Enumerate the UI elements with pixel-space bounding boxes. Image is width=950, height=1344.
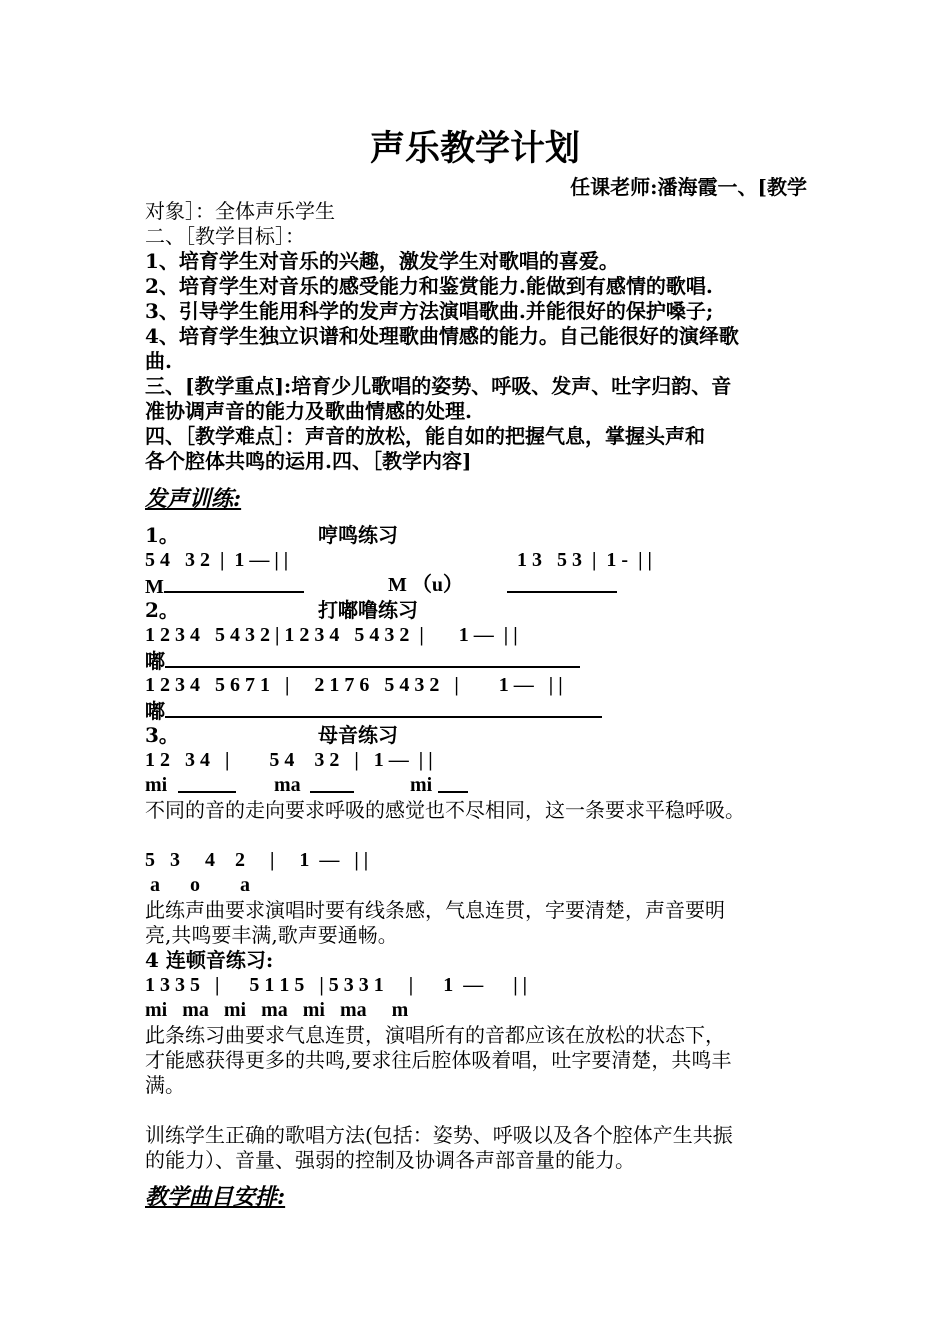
exercise-description: 亮,共鸣要丰满,歌声要通畅。 (145, 923, 398, 947)
underline-line (507, 573, 617, 599)
underline (178, 773, 236, 793)
underline (165, 698, 602, 718)
section-heading-repertoire: 教学曲目安排: (145, 1184, 286, 1210)
underline-line (310, 773, 354, 799)
underline (438, 773, 468, 793)
exercise-number: 1。 (145, 523, 179, 547)
goal-line: 4、培育学生独立识谱和处理歌曲情感的能力。自己能很好的演绎歌 (145, 324, 739, 348)
summary-line: 的能力）、音量、强弱的控制及协调各声部音量的能力。 (145, 1148, 635, 1172)
goal-line: 1、培育学生对音乐的兴趣，激发学生对歌唱的喜爱。 (145, 249, 619, 273)
syllable: mi (410, 774, 433, 796)
syllable-line (145, 698, 602, 724)
syllable: 嘟 (145, 649, 165, 673)
syllable: ma (274, 774, 301, 796)
document-title: 声乐教学计划 (369, 128, 580, 169)
notation-line: 1 2 3 4 5 6 7 1 | 2 1 7 6 5 4 3 2 | 1 — | | (145, 674, 563, 696)
notation-line: 1 3 5 3 | 1 - | | (517, 549, 652, 571)
goal-line: 曲. (145, 349, 172, 373)
notation-line: 5 4 3 2 | 1 — | | (145, 549, 289, 571)
text-line: 对象］：全体声乐学生 (145, 199, 335, 223)
exercise-name: 哼鸣练习 (318, 523, 398, 547)
key-point-line: 三、[教学重点]:培育少儿歌唱的姿势、呼吸、发声、吐字归韵、音 (145, 374, 732, 398)
text-line: 二、［教学目标］： (145, 224, 305, 248)
syllable: mi (145, 774, 168, 796)
summary-line: 训练学生正确的歌唱方法(包括：姿势、呼吸以及各个腔体产生共振 (145, 1123, 733, 1147)
notation-line: 5 3 4 2 | 1 — | | (145, 849, 369, 871)
syllable-line (145, 573, 304, 600)
underline-line (438, 773, 468, 799)
exercise-title: 4 连顿音练习: (145, 948, 274, 972)
syllable: M (145, 576, 164, 598)
exercise-description: 不同的音的走向要求呼吸的感觉也不尽相同，这一条要求平稳呼吸。 (145, 798, 745, 822)
syllable-line: a o a (145, 874, 250, 896)
underline (310, 773, 354, 793)
syllable: M （u） (388, 574, 463, 596)
difficulty-line: 各个腔体共鸣的运用.四、［教学内容] (145, 449, 472, 473)
exercise-name: 母音练习 (318, 723, 398, 747)
notation-line: 1 3 3 5 | 5 1 1 5 | 5 3 3 1 | 1 — | | (145, 974, 528, 996)
goal-line: 2、培育学生对音乐的感受能力和鉴赏能力.能做到有感情的歌唱. (145, 274, 713, 298)
difficulty-line: 四、［教学难点］：声音的放松，能自如的把握气息，掌握头声和 (145, 424, 705, 448)
exercise-description: 此条练习曲要求气息连贯，演唱所有的音都应该在放松的状态下， (145, 1023, 725, 1047)
notation-line: 1 2 3 4 5 4 3 2 | 1 2 3 4 5 4 3 2 | 1 — | | (145, 624, 518, 646)
section-heading-vocal-training: 发声训练: (145, 486, 242, 512)
underline (164, 573, 304, 593)
exercise-description: 满。 (145, 1073, 185, 1097)
syllable-line: mi ma mi ma mi ma m (145, 999, 409, 1021)
goal-line: 3、引导学生能用科学的发声方法演唱歌曲.并能很好的保护嗓子; (145, 299, 714, 323)
underline (165, 648, 580, 668)
teacher-line: 任课老师:潘海霞一、[教学 (570, 175, 807, 199)
syllable: 嘟 (145, 699, 165, 723)
notation-line: 1 2 3 4 | 5 4 3 2 | 1 — | | (145, 749, 433, 771)
syllable-line (145, 648, 580, 674)
exercise-number: 3。 (145, 723, 179, 747)
exercise-description: 才能感获得更多的共鸣,要求往后腔体吸着唱，吐字要清楚，共鸣丰 (145, 1048, 732, 1072)
exercise-description: 此练声曲要求演唱时要有线条感，气息连贯，字要清楚，声音要明 (145, 898, 725, 922)
key-point-line: 准协调声音的能力及歌曲情感的处理. (145, 399, 472, 423)
underline (507, 573, 617, 593)
exercise-name: 打嘟噜练习 (318, 598, 418, 622)
underline-line (178, 773, 236, 799)
exercise-number: 2。 (145, 598, 179, 622)
